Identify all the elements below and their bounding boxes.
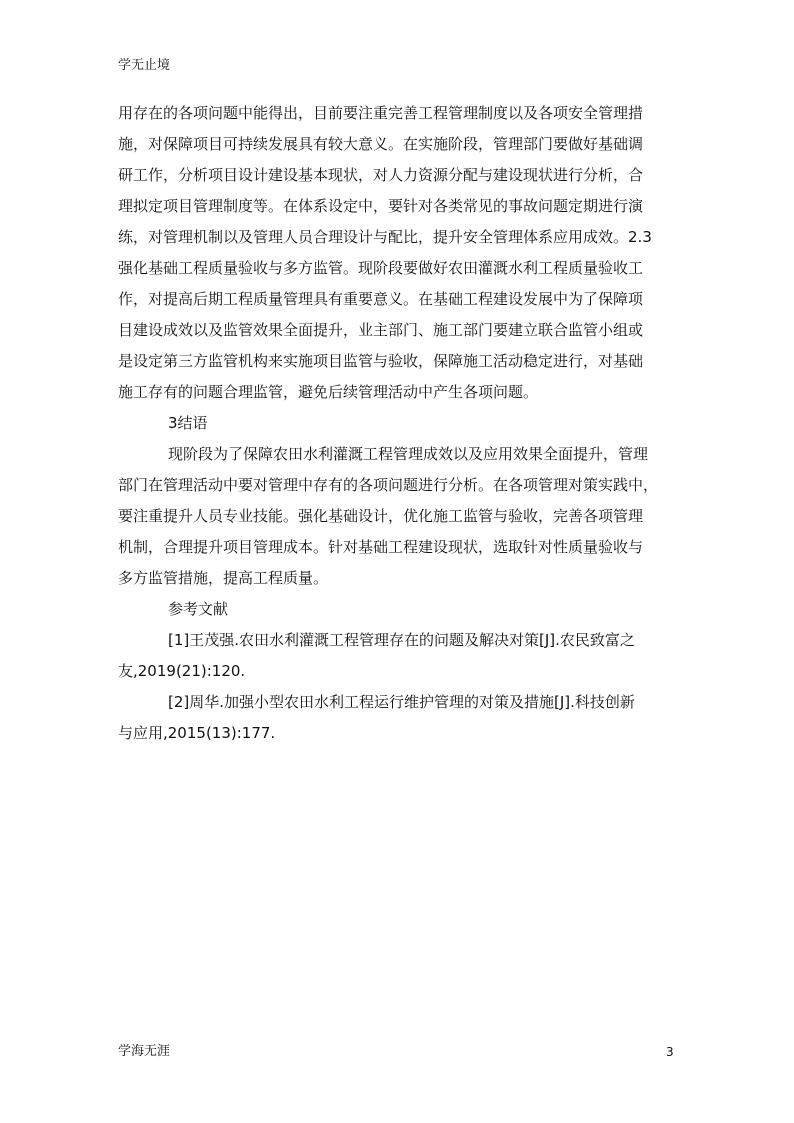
text-line: [2]周华.加强小型农田水利工程运行维护管理的对策及措施[J].科技创新 — [168, 693, 635, 711]
text-line: 部门在管理活动中要对管理中存有的各项问题进行分析。在各项管理对策实践中， — [118, 476, 659, 494]
text-line: 强化基础工程质量验收与多方监管。现阶段要做好农田灌溉水利工程质量验收工 — [118, 259, 644, 277]
text-line: 练，对管理机制以及管理人员合理设计与配比，提升安全管理体系应用成效。2.3 — [118, 228, 652, 246]
text-line: 与应用,2015(13):177. — [118, 724, 276, 742]
reference-item-2 — [118, 687, 686, 749]
section-heading: 3结语 — [168, 414, 208, 432]
text-line: 研工作，分析项目设计建设基本现状，对人力资源分配与建设现状进行分析，合 — [118, 166, 644, 184]
section-heading-references — [118, 594, 686, 625]
text-line: 理拟定项目管理制度等。在体系设定中，要针对各类常见的事故问题定期进行演 — [118, 197, 644, 215]
text-line: 要注重提升人员专业技能。强化基础设计，优化施工监管与验收，完善各项管理 — [118, 507, 644, 525]
section-heading-conclusion — [118, 408, 686, 439]
text-line: 友,2019(21):120. — [118, 662, 246, 680]
paragraph-management-measures — [118, 98, 686, 408]
text-line: 机制，合理提升项目管理成本。针对基础工程建设现状，选取针对性质量验收与 — [118, 538, 644, 556]
document-body — [118, 98, 686, 749]
text-line: 是设定第三方监管机构来实施项目监管与验收，保障施工活动稳定进行，对基础 — [118, 352, 644, 370]
text-line: 施，对保障项目可持续发展具有较大意义。在实施阶段，管理部门要做好基础调 — [118, 135, 644, 153]
text-line: 现阶段为了保障农田水利灌溉工程管理成效以及应用效果全面提升，管理 — [168, 445, 649, 463]
paragraph-conclusion — [118, 439, 686, 594]
text-line: 目建设成效以及监管效果全面提升，业主部门、施工部门要建立联合监管小组或 — [118, 321, 644, 339]
text-line: [1]王茂强.农田水利灌溉工程管理存在的问题及解决对策[J].农民致富之 — [168, 631, 635, 649]
reference-item-1 — [118, 625, 686, 687]
page-header: 学无止境 — [118, 58, 171, 73]
text-line: 多方监管措施，提高工程质量。 — [118, 569, 329, 587]
text-line: 施工存有的问题合理监管，避免后续管理活动中产生各项问题。 — [118, 383, 539, 401]
text-line: 作，对提高后期工程质量管理具有重要意义。在基础工程建设发展中为了保障项 — [118, 290, 644, 308]
section-heading: 参考文献 — [168, 600, 229, 618]
text-line: 用存在的各项问题中能得出，目前要注重完善工程管理制度以及各项安全管理措 — [118, 104, 644, 122]
page-footer-text: 学海无涯 — [118, 1044, 171, 1059]
page-number: 3 — [666, 1045, 674, 1059]
